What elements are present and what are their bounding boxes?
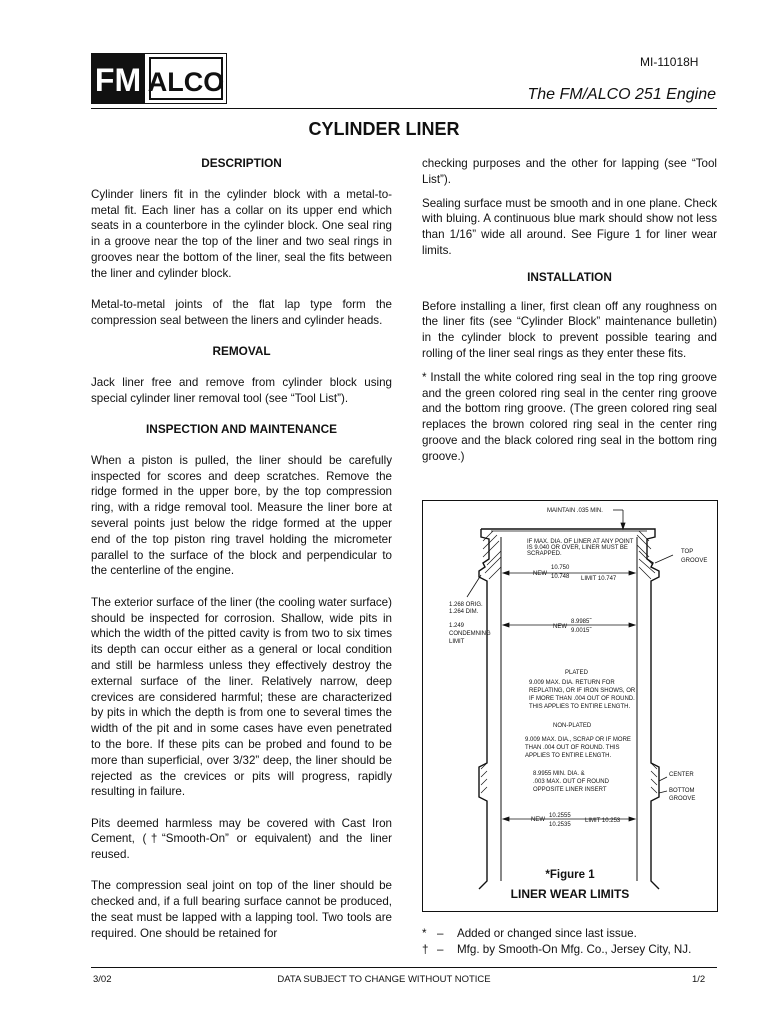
label-maintain: MAINTAIN .035 MIN.: [547, 508, 603, 514]
label-plated-3: IF MORE THAN .004 OUT OF ROUND.: [529, 696, 635, 702]
footer-rule: [91, 967, 717, 968]
footer-date: 3/02: [93, 974, 112, 985]
footnote-smooth-on: [422, 942, 691, 958]
label-top-note-2: IS 9.040 OR OVER, LINER MUST BE: [527, 545, 628, 551]
label-top-new-2: 10.748: [551, 574, 570, 580]
footnote-text: Added or changed since last issue.: [457, 927, 637, 940]
label-bore-new-1: 8.9985˝: [571, 619, 592, 625]
footnote-symbol: †: [422, 943, 429, 956]
continued-paragraph: checking purposes and the other for lapping (see “Tool List”).: [422, 157, 717, 186]
label-bottom-1: BOTTOM: [669, 788, 695, 794]
inspection-heading: INSPECTION AND MAINTENANCE: [146, 422, 337, 437]
label-bot-limit: LIMIT 10.253: [585, 818, 621, 824]
document-number: MI-11018H: [640, 55, 699, 69]
label-bottom-2: GROOVE: [669, 796, 696, 802]
label-insert-2: .003 MAX. OUT OF ROUND: [533, 779, 609, 785]
description-paragraph-1: Cylinder liners fit in the cylinder block with a metal-to-metal fit. Each liner has a collar on its upper end which seats in a counterbore in the cylinder block. One seal ring in a groove near the top of the liner and two seal rings in grooves near the bottom of the liner, seal the fits between the liner and cylinder block.: [91, 187, 392, 280]
label-top-limit: LIMIT 10.747: [581, 576, 617, 582]
label-orig-5: LIMIT: [449, 639, 465, 645]
label-insert-3: OPPOSITE LINER INSERT: [533, 787, 607, 793]
label-plated: PLATED: [565, 670, 588, 676]
label-orig-2: 1.264 DIM.: [449, 609, 479, 615]
label-top-groove-1: TOP: [681, 549, 694, 555]
removal-paragraph: Jack liner free and remove from cylinder block using special cylinder liner removal tool (see “Tool List”).: [91, 375, 392, 405]
label-top-note-1: IF MAX. DIA. OF LINER AT ANY POINT: [527, 539, 634, 545]
label-bore-new: NEW: [553, 624, 567, 630]
label-bot-new-2: 10.2535: [549, 822, 571, 828]
label-plated-2: REPLATING, OR IF IRON SHOWS, OR: [529, 688, 636, 694]
label-orig-4: CONDEMNING: [449, 631, 491, 637]
fm-alco-logo: [91, 53, 227, 104]
removal-heading: REMOVAL: [212, 344, 271, 359]
label-nonplated-3: APPLIES TO ENTIRE LENGTH.: [525, 753, 612, 759]
footnote-dash: –: [437, 927, 444, 940]
label-top-note-3: SCRAPPED.: [527, 551, 562, 557]
footer-notice: DATA SUBJECT TO CHANGE WITHOUT NOTICE: [277, 974, 491, 985]
inspection-paragraph-3: Pits deemed harmless may be covered with Cast Iron Cement, (†“Smooth-On” or equivalent) and the liner reused.: [91, 816, 392, 862]
label-bore-new-2: 9.0015˝: [571, 628, 592, 634]
footnotes: [422, 926, 691, 958]
description-paragraph-2: Metal-to-metal joints of the flat lap type form the compression seal between the liners and cylinder heads.: [91, 298, 392, 327]
engine-title: The FM/ALCO 251 Engine: [527, 86, 716, 103]
footnote-symbol: *: [422, 927, 427, 940]
label-top-groove-2: GROOVE: [681, 558, 708, 564]
right-column: [422, 156, 717, 473]
label-bot-new-1: 10.2555: [549, 813, 571, 819]
installation-paragraph-1: Before installing a liner, first clean off any roughness on the liner fits (see “Cylinder Block” maintenance bulletin) in the cylinder block to prevent possible tearing and rolling of the liner seal rings as they enter these fits.: [422, 299, 717, 360]
footnote-added: [422, 926, 691, 942]
sealing-paragraph: Sealing surface must be smooth and in one plane. Check with bluing. A continuous blue mark should show not less than 1/16” wide all around. See Figure 1 for liner wear limits.: [422, 196, 717, 257]
label-plated-4: THIS APPLIES TO ENTIRE LENGTH.: [529, 704, 631, 710]
description-heading: DESCRIPTION: [201, 156, 282, 170]
inspection-paragraph-1: When a piston is pulled, the liner should be carefully inspected for scores and deep scratches. Remove the ridge formed in the upper bore, by the top compression ring, with a ridge removal tool. Measure the liner bore at several points just below the ridge formed at the upper end of the top piston ring travel holding the micrometer parallel to the surface of the block and perpendicular to the centerline of the engine.: [91, 453, 392, 578]
footer-page-number: 1/2: [692, 974, 706, 985]
logo-alco-text: ALCO: [147, 67, 225, 97]
installation-paragraph-2: * Install the white colored ring seal in the top ring groove and the green colored ring seal in the center ring groove and the bottom ring groove. (The green colored ring seal replaces the brown colored ring seal in the center ring groove and the black colored ring seal in the bottom ring groove.): [422, 370, 717, 463]
label-bot-new: NEW: [531, 817, 545, 823]
inspection-paragraph-2: The exterior surface of the liner (the cooling water surface) should be inspected for corrosion. Shallow, wide pits in which the width of the pitted cavity is from two to six times its depth can occur either as a general or local condition and still be harmless unless they effectively destroy the external surface of the liner. Relatively narrow, deep crevices are considered harmful; these are characterized by pits in which the depth is from one to several times the width of the pit and in some cases have even penetrated to the bore. If these pits can be probed and found to be more than superficial, over 3/32” deep, the liner should be rejected as the crevices or pits will progress, rapidly resulting in failure.: [91, 595, 392, 799]
label-top-new: NEW: [533, 571, 547, 577]
logo-fm-text: FM: [94, 62, 142, 98]
label-nonplated-2: THAN .004 OUT OF ROUND. THIS: [525, 745, 620, 751]
left-column: [91, 156, 392, 957]
figure-liner-wear-limits: [422, 500, 718, 912]
label-top-new-1: 10.750: [551, 565, 570, 571]
footnote-text: Mfg. by Smooth-On Mfg. Co., Jersey City, NJ.: [457, 943, 692, 956]
header-rule: [91, 108, 717, 109]
installation-heading: INSTALLATION: [527, 269, 612, 284]
page-title: CYLINDER LINER: [308, 119, 460, 139]
label-orig-3: 1.249: [449, 623, 465, 629]
label-nonplated: NON-PLATED: [553, 723, 592, 729]
label-insert-1: 8.9955 MIN. DIA. &: [533, 771, 585, 777]
label-center: CENTER: [669, 772, 694, 778]
label-orig-1: 1.268 ORIG.: [449, 602, 483, 608]
label-plated-1: 9.009 MAX. DIA. RETURN FOR: [529, 680, 615, 686]
label-nonplated-1: 9.009 MAX. DIA., SCRAP OR IF MORE: [525, 737, 631, 743]
footnote-dash: –: [437, 943, 444, 956]
figure-caption-title: LINER WEAR LIMITS: [510, 887, 630, 901]
inspection-paragraph-4: The compression seal joint on top of the liner should be checked and, if a full bearing surface cannot be produced, the seat must be lapped with a lapping tool. Two tools are required. One should be retained for: [91, 879, 392, 940]
liner-drawing: [423, 501, 717, 911]
figure-caption-number: *Figure 1: [545, 869, 595, 881]
